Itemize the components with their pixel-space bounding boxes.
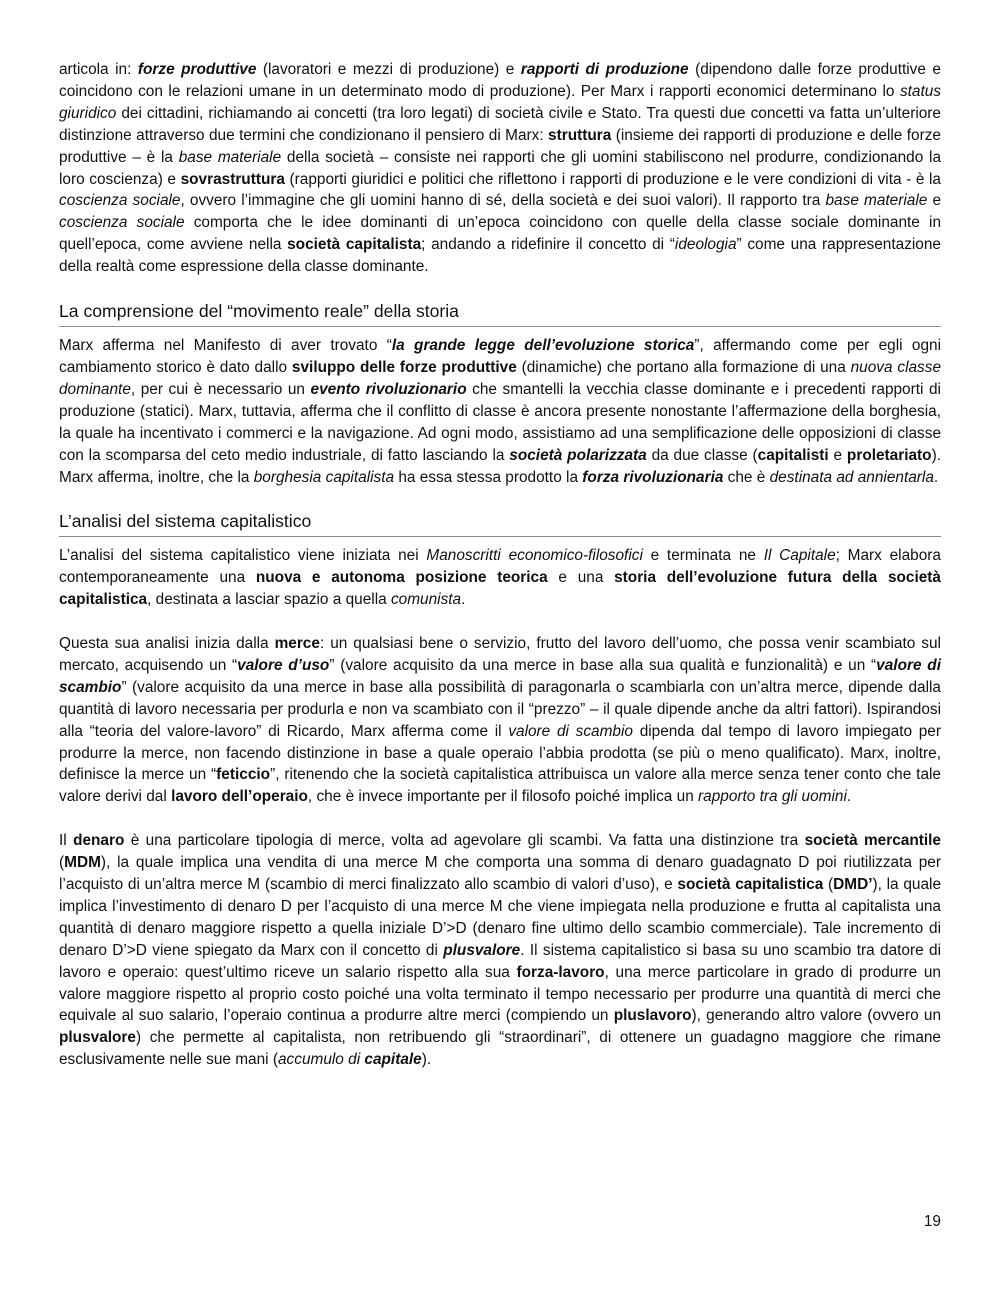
italic-term: comunista: [390, 591, 462, 609]
bold-term: società mercantile: [804, 832, 941, 850]
italic-term: accumulo di: [278, 1051, 365, 1069]
italic-term: status giuridico: [59, 82, 941, 122]
bold-term: plusvalore: [59, 1029, 136, 1047]
text-run: , ovvero l’immagine che gli uomini hanno di sé, della società e dei suoi valori). Il rapporto tra: [180, 192, 826, 210]
italic-term: borghesia capitalista: [253, 468, 395, 486]
italic-term: coscienza sociale: [59, 192, 181, 210]
text-run: e: [828, 446, 847, 464]
bold-italic-term: evento rivoluzionario: [310, 380, 467, 398]
text-run: ; andando a ridefinire il concetto di “: [421, 236, 675, 254]
bold-term: sovrastruttura: [180, 170, 285, 188]
text-run: ), generando altro valore (ovvero un: [691, 1007, 942, 1025]
text-run: e: [927, 192, 942, 210]
text-run: ” come una rappresentazione della realtà come espressione della classe dominante.: [59, 236, 941, 276]
text-run: Questa sua analisi inizia dalla: [59, 635, 275, 653]
text-run: , per cui è necessario un: [130, 380, 311, 398]
bold-term: proletariato: [846, 446, 932, 464]
text-run: articola in:: [59, 61, 138, 78]
text-run: è una particolare tipologia di merce, volta ad agevolare gli scambi. Va fatta una distinzione tra: [124, 832, 805, 850]
text-run: ). Marx afferma, inoltre, che la: [59, 446, 941, 486]
bold-italic-term: rapporti di produzione: [520, 61, 689, 78]
bold-italic-term: società polarizzata: [509, 446, 647, 464]
text-run: ), la quale implica l’investimento di denaro D per l’acquisto di una merce M che viene impiegata nella produzione e frutta al capitalista una quantità di denaro maggiore rispetto a quella iniziale D’>D (denaro fine ultimo dello scambio commerciale). Tale incremento di denaro D’>D viene spiegato da Marx con il concetto di: [59, 875, 941, 959]
page-number: 19: [923, 1213, 941, 1230]
bold-italic-term: valore d’uso: [237, 656, 330, 674]
text-run: (lavoratori e mezzi di produzione) e: [256, 61, 521, 78]
text-run: ”, affermando come per egli ogni cambiamento storico è dato dallo: [59, 337, 941, 376]
italic-term: rapporto tra gli uomini: [698, 788, 847, 806]
text-run: e una: [547, 569, 615, 587]
text-run: ).: [421, 1051, 432, 1069]
bold-term: società capitalistica: [677, 875, 824, 893]
text-run: che è: [723, 468, 770, 486]
italic-term: coscienza sociale: [59, 214, 185, 232]
text-run: ” (valore acquisito da una merce in base alla sua qualità e funzionalità) e un “: [329, 656, 877, 674]
text-run: della società – consiste nei rapporti che gli uomini stabiliscono nel produrre, condizionando la loro coscienza) e: [59, 148, 942, 188]
text-run: : un qualsiasi bene o servizio, frutto del lavoro dell’uomo, che possa venir scambiato sul mercato, acquisendo un “: [59, 635, 941, 674]
italic-term: Manoscritti economico-filosofici: [426, 547, 643, 565]
bold-italic-term: la grande legge dell’evoluzione storica: [391, 337, 695, 355]
text-run: (: [59, 854, 65, 872]
text-run: comporta che le idee dominanti di un’epoca coincidono con quelle della classe sociale dominante in quell’epoca, come avviene nella: [59, 214, 942, 254]
bold-term: forza-lavoro: [516, 963, 605, 981]
body-paragraph: [59, 59, 941, 278]
text-run: che smantelli la vecchia classe dominante e i precedenti rapporti di produzione (statici). Marx, tuttavia, afferma che il conflitto di classe è ancora presente nonostante l’affermazione della borghesia, la quale ha incentivato i commerci e la navigazione. Ad ogni modo, assistiamo ad una semplificazione delle opposizioni di classe con la scomparsa del ceto medio industriale, di fatto lasciando la: [59, 380, 941, 464]
text-run: .: [846, 788, 852, 806]
text-run: ; Marx elabora contemporaneamente una: [59, 547, 941, 587]
text-run: .: [933, 468, 939, 486]
bold-term: struttura: [548, 126, 612, 144]
bold-italic-term: capitale: [364, 1051, 422, 1069]
bold-term: nuova e autonoma posizione teorica: [255, 569, 548, 587]
bold-term: merce: [274, 635, 320, 653]
body-paragraph: [59, 633, 941, 808]
bold-term: denaro: [73, 832, 125, 850]
text-run: L’analisi del sistema capitalistico viene iniziata nei: [59, 547, 427, 565]
text-run: , una merce particolare in grado di produrre un valore maggiore rispetto al proprio costo poiché una volta terminato il tempo necessario per produrre una quantità di merci che equivale al suo salario, l’operaio continua a produrre altre merci (compiendo un: [59, 963, 941, 1025]
text-run: ”, ritenendo che la società capitalistica attribuisca un valore alla merce senza tener conto che tale valore derivi dal: [59, 766, 941, 806]
section-heading: L’analisi del sistema capitalistico: [59, 510, 941, 537]
text-run: , destinata a lasciar spazio a quella: [147, 591, 391, 609]
bold-term: storia dell’evoluzione futura della società capitalistica: [59, 569, 941, 609]
bold-term: lavoro dell’operaio: [171, 788, 308, 806]
text-run: (: [823, 875, 834, 893]
text-run: Il: [59, 832, 74, 850]
body-paragraph: [59, 545, 941, 611]
text-run: ha essa stessa prodotto la: [394, 468, 583, 486]
bold-term: DMD’: [833, 875, 873, 893]
italic-term: Il Capitale: [763, 547, 836, 565]
bold-italic-term: plusvalore: [443, 941, 521, 959]
text-run: .: [461, 591, 466, 609]
text-run: dei cittadini, richiamando ai concetti (tra loro legati) di società civile e Stato. Tra questi due concetti va fatta un’ulteriore distinzione attraverso due termini che condizionano il pensiero di Marx:: [59, 104, 941, 144]
italic-term: destinata ad annientarla: [769, 468, 934, 486]
text-run: e terminata ne: [642, 547, 764, 565]
text-run: , che è invece importante per il filosofo poiché implica un: [307, 788, 699, 806]
italic-term: valore di scambio: [508, 722, 633, 740]
text-run: ), la quale implica una vendita di una merce M che comporta una somma di denaro guadagnato D poi riutilizzata per l’acquisto di un’altra merce M (scambio di merci finalizzato allo scambio di valori d’uso), e: [59, 854, 941, 893]
text-run: ” (valore acquisito da una merce in base alla possibilità di paragonarla o scambiarla con un’altra merce, dipende dalla quantità di lavoro necessaria per produrla e non va scambiato con il “prezzo” – il quale dipende anche da altri fattori). Ispirandosi alla “teoria del valore-lavoro” di Ricardo, Marx afferma come il: [59, 678, 941, 740]
text-run: (rapporti giuridici e politici che riflettono i rapporti di produzione e le vere condizioni di vita - è la: [284, 170, 941, 188]
body-paragraph: [59, 830, 941, 1071]
bold-italic-term: forze produttive: [137, 61, 257, 78]
text-run: (dipendono dalle forze produttive e coincidono con le relazioni umane in un determinato modo di produzione). Per Marx i rapporti economici determinano lo: [59, 61, 941, 100]
text-run: . Il sistema capitalistico si basa su uno scambio tra datore di lavoro e operaio: quest’ultimo riceve un salario rispetto alla sua: [59, 941, 941, 981]
italic-term: base materiale: [825, 192, 928, 210]
bold-term: MDM: [64, 854, 101, 872]
italic-term: ideologia: [674, 236, 737, 254]
italic-term: base materiale: [178, 148, 282, 166]
bold-italic-term: forza rivoluzionaria: [582, 468, 724, 486]
text-run: ) che permette al capitalista, non retribuendo gli “straordinari”, di ottenere un guadagno maggiore che rimane esclusivamente nelle sue mani (: [59, 1029, 941, 1069]
bold-term: pluslavoro: [613, 1007, 692, 1025]
text-run: (dinamiche) che portano alla formazione di una: [516, 358, 851, 376]
bold-term: società capitalista: [287, 236, 422, 254]
text-run: dipenda dal tempo di lavoro impiegato per produrre la merce, non facendo distinzione in base a quale operaio l’abbia prodotta (se più o meno qualificato). Marx, inoltre, definisce la merce un “: [59, 722, 941, 784]
page-body: [59, 59, 941, 1071]
body-paragraph: [59, 335, 941, 488]
bold-term: feticcio: [216, 766, 271, 784]
section-heading: La comprensione del “movimento reale” della storia: [59, 300, 941, 327]
bold-term: sviluppo delle forze produttive: [291, 358, 517, 376]
italic-term: nuova classe dominante: [59, 358, 941, 398]
bold-term: capitalisti: [757, 446, 829, 464]
bold-italic-term: valore di scambio: [59, 656, 941, 696]
text-run: Marx afferma nel Manifesto di aver trovato “: [59, 337, 392, 355]
text-run: (insieme dei rapporti di produzione e delle forze produttive – è la: [59, 126, 941, 166]
text-run: da due classe (: [646, 446, 758, 464]
